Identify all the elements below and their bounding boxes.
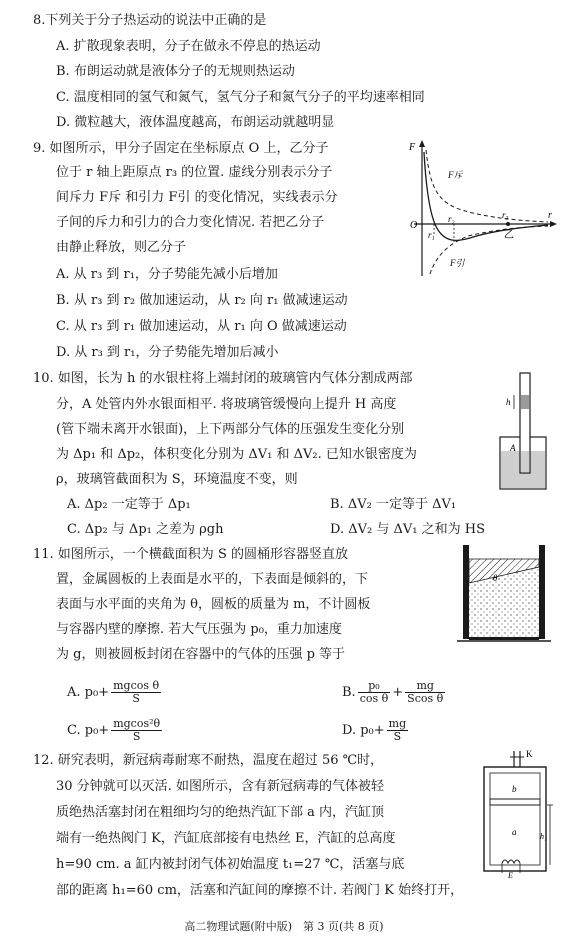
q8-option-c: C. 温度相同的氢气和氮气，氢气分子和氮气分子的平均速率相同 <box>56 90 425 105</box>
q12-line4: 端有一绝热阀门 K，汽缸底部接有电热丝 E，汽缸的总高度 <box>56 831 396 846</box>
q11-container-figure <box>455 541 553 645</box>
q10-option-a: A. Δp₂ 一定等于 Δp₁ <box>67 497 191 512</box>
q11-fig-theta: θ <box>493 573 498 583</box>
q12-fig-b: b <box>512 784 517 794</box>
q12-line1: 12. 研究表明，新冠病毒耐寒不耐热，温度在超过 56 ℃时， <box>33 753 384 768</box>
q10-fig-h: h <box>506 397 511 407</box>
q11-option-c: C. p₀+ $\frac{\text{mgcos²θ}}{S}$ <box>67 717 161 743</box>
q10-line5: ρ，玻璃管截面积为 S，环境温度不变，则 <box>56 472 298 487</box>
q12-fig-h1: h₁ <box>540 832 547 841</box>
q11-line3: 表面与水平面的夹角为 θ，圆板的质量为 m，不计圆板 <box>56 597 371 612</box>
q11-line5: 为 g，则被圆板封闭在容器中的气体的压强 p 等于 <box>56 647 346 662</box>
q10-tube-figure <box>494 365 554 495</box>
q11-option-b: B. $\frac{\text{p₀}}{\text{cos θ}}$ + $\frac{mg}{\text{Scos θ}}$ <box>342 679 444 705</box>
q10-option-b: B. ΔV₂ 一定等于 ΔV₁ <box>330 497 457 512</box>
q8-option-d: D. 微粒越大，液体温度越高，布朗运动就越明显 <box>56 115 335 130</box>
q9-force-graph <box>408 138 558 280</box>
page-footer: 高二物理试题(附中版) 第 3 页(共 8 页) <box>184 920 384 933</box>
q9-fig-r: r <box>548 210 552 221</box>
q11-line1: 11. 如图所示，一个横截面积为 S 的圆桶形容器竖直放 <box>33 547 348 562</box>
q10-fig-A: A <box>510 443 516 453</box>
q12-fig-E: E <box>508 871 513 879</box>
q9-fig-Fchi: F斥 <box>448 170 463 180</box>
q9-option-a: A. 从 r₃ 到 r₁，分子势能先减小后增加 <box>56 267 278 282</box>
q11-option-d: D. p₀+ $\frac{mg}{S}$ <box>342 717 407 743</box>
q11-line4: 与容器内壁的摩擦. 若大气压强为 p₀，重力加速度 <box>56 622 342 637</box>
q10-line2: 分，A 处管内外水银面相平. 将玻璃管缓慢向上提升 H 高度 <box>56 397 397 412</box>
q12-fig-K: K <box>526 749 533 759</box>
q9-fig-yi: 乙 <box>504 230 514 241</box>
q9-option-b: B. 从 r₃ 到 r₂ 做加速运动，从 r₂ 向 r₁ 做减速运动 <box>56 293 348 308</box>
q12-line3: 质绝热活塞封闭在粗细均匀的绝热汽缸下部 a 内，汽缸顶 <box>56 805 385 820</box>
q9-line3: 间斥力 F斥 和引力 F引 的变化情况，实线表示分 <box>56 190 338 205</box>
q12-line2: 30 分钟就可以灭活. 如图所示，含有新冠病毒的气体被轻 <box>56 779 384 794</box>
q9-fig-r3: r₃ <box>502 210 509 220</box>
q12-fig-a: a <box>512 827 517 837</box>
q11-option-a: A. p₀+ $\frac{\text{mgcos θ}}{S}$ <box>67 679 160 705</box>
q10-line1: 10. 如图，长为 h 的水银柱将上端封闭的玻璃管内气体分割成两部 <box>33 371 413 386</box>
q12-line6: 部的距离 h₁=60 cm，活塞和汽缸间的摩擦不计. 若阀门 K 始终打开， <box>56 883 464 898</box>
q9-line1: 9. 如图所示，甲分子固定在坐标原点 O 上，乙分子 <box>33 141 329 156</box>
q10-option-d: D. ΔV₂ 与 ΔV₁ 之和为 HS <box>330 522 485 537</box>
q10-line4: 为 Δp₁ 和 Δp₂，体积变化分别为 ΔV₁ 和 ΔV₂. 已知水银密度为 <box>56 447 417 462</box>
q9-line2: 位于 r 轴上距原点 r₃ 的位置. 虚线分别表示分子 <box>56 165 333 180</box>
q9-line5: 由静止释放，则乙分子 <box>56 240 187 255</box>
q9-fig-r1: r₁ <box>428 230 435 240</box>
q10-line3: (管下端未离开水银面)，上下两部分气体的压强发生变化分别 <box>56 422 405 437</box>
q11-line2: 置，金属圆板的上表面是水平的，下表面是倾斜的，下 <box>56 572 369 587</box>
q9-option-d: D. 从 r₃ 到 r₁，分子势能先增加后减小 <box>56 345 279 360</box>
q9-option-c: C. 从 r₃ 到 r₁ 做加速运动，从 r₁ 向 O 做减速运动 <box>56 319 347 334</box>
q12-line5: h=90 cm. a 缸内被封闭气体初始温度 t₁=27 ℃，活塞与底 <box>56 857 405 872</box>
q9-fig-r2: r₂ <box>448 214 455 224</box>
q9-fig-Fyin: F引 <box>450 258 465 268</box>
q8-option-a: A. 扩散现象表明，分子在做永不停息的热运动 <box>56 39 321 54</box>
q12-cylinder-figure <box>474 747 556 879</box>
q8-stem: 8.下列关于分子热运动的说法中正确的是 <box>33 13 267 28</box>
q9-line4: 子间的斥力和引力的合力变化情况. 若把乙分子 <box>56 215 325 230</box>
q9-fig-O: O <box>410 220 418 231</box>
q8-option-b: B. 布朗运动就是液体分子的无规则热运动 <box>56 64 295 79</box>
q9-fig-F: F <box>409 142 416 153</box>
q10-option-c: C. Δp₂ 与 Δp₁ 之差为 ρgh <box>67 522 224 537</box>
